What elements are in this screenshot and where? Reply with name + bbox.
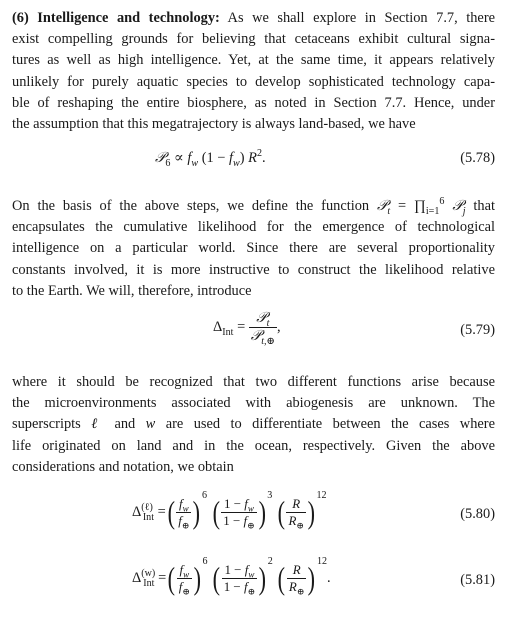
paragraph-intelligence-technology bbox=[12, 8, 495, 135]
equation-body: $\Delta^{(w)}_{Int}$ =( $\frac{f_w}{f_\oplus}$ ) $^6$ ( $\frac{1 - f_w}{1 - f_\oplus}$ ) $^2$ ( $\frac{R}{R_\oplus}$ ) $^{12}$. bbox=[132, 556, 331, 597]
text-line: unlikely for purely aquatic species to develop sophisticated technology capa- bbox=[12, 73, 495, 90]
equation-5-81 bbox=[0, 556, 515, 610]
text-line: intelligence on a particular world. Since there are several proportionality bbox=[12, 240, 495, 257]
equation-number: (5.78) bbox=[460, 150, 495, 166]
paragraph-functions bbox=[12, 372, 495, 478]
text-line: the assumption that this megatrajectory is always land-based, we have bbox=[12, 116, 416, 133]
text-line: life originated on land and in the ocean, respectively. Given the above bbox=[12, 437, 495, 454]
text-line: where it should be recognized that two different functions arise because bbox=[12, 374, 495, 390]
text-line: tures as well as high intelligence. Yet, at the same time, it appears relatively bbox=[12, 52, 495, 69]
text-line: superscripts ℓ and w are used to differentiate between the cases where bbox=[12, 416, 495, 433]
text-line: constants involved, it is more instructive to construct the likelihood relative bbox=[12, 261, 495, 278]
equation-body: 𝒫$_6$ ∝ $f_w$ $(1 - f_w)$ $R^2$. bbox=[155, 148, 266, 169]
equation-number: (5.79) bbox=[460, 322, 495, 338]
text-line: On the basis of the above steps, we define the function 𝒫$_t$ = $\prod_{i=1}^6$ 𝒫$_j$ that bbox=[12, 196, 495, 217]
text-line: ble of reshaping the entire biosphere, as noted in Section 7.7. Hence, under bbox=[12, 94, 495, 111]
text-line: exist compelling grounds for believing that cetaceans exhibit cultural signa- bbox=[12, 31, 495, 48]
text-line: considerations and notation, we obtain bbox=[12, 458, 234, 475]
equation-5-79 bbox=[0, 310, 515, 354]
text-line: encapsulates the cumulative likelihood for the emergence of technological bbox=[12, 219, 495, 236]
text-line: (6) Intelligence and technology: As we shall explore in Section 7.7, there bbox=[12, 10, 495, 26]
equation-number: (5.81) bbox=[460, 572, 495, 588]
equation-5-80 bbox=[0, 490, 515, 544]
equation-body: $\Delta_{Int}$ = $\frac{𝒫_t}{𝒫_{t,\oplus}}$ , bbox=[213, 310, 281, 347]
text-line: the microenvironments associated with abiogenesis are unknown. The bbox=[12, 395, 495, 412]
text-line: to the Earth. We will, therefore, introduce bbox=[12, 282, 252, 299]
equation-number: (5.80) bbox=[460, 506, 495, 522]
equation-5-78 bbox=[0, 148, 515, 172]
paragraph-definition bbox=[12, 196, 495, 302]
equation-body: $\Delta^{(\ell)}_{Int}$ =( $\frac{f_w}{f_\oplus}$ ) $^6$ ( $\frac{1 - f_w}{1 - f_\oplus}$ ) $^3$ ( $\frac{R}{R_\oplus}$ ) $^{12}$ bbox=[132, 490, 327, 531]
item-heading: (6) Intelligence and technology: bbox=[12, 10, 220, 26]
